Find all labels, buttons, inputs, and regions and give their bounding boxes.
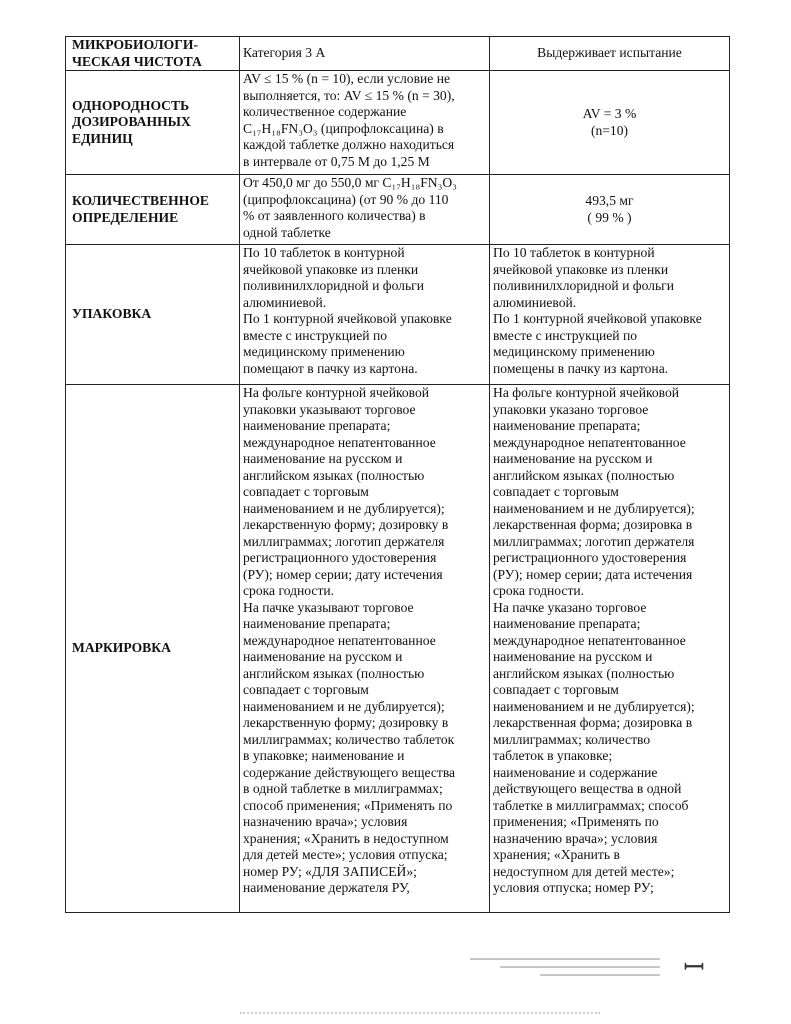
result-line: ячейковой упаковке из пленки	[493, 261, 669, 277]
requirement-line: На пачке указывают торговое	[243, 599, 414, 615]
stamp-logo-icon: ꟷ	[683, 953, 705, 983]
requirement-line: наименованием и не дублируется);	[243, 698, 445, 714]
requirement-line: совпадает с торговым	[243, 682, 369, 697]
result-line: срока годности.	[493, 583, 585, 598]
result-line: наименование препарата;	[493, 418, 641, 433]
requirement-line: назначению врача»; условия	[243, 814, 408, 829]
parameter-name-line: УПАКОВКА	[72, 306, 152, 322]
requirement-line: наименование препарата;	[243, 616, 391, 631]
result-line: недоступном для детей месте»;	[493, 863, 675, 879]
result-cell	[490, 385, 730, 913]
row-labeling	[66, 385, 730, 913]
result-line: медицинскому применению	[493, 344, 655, 359]
requirement-line: (РУ); номер серии; дату истечения	[243, 566, 443, 582]
requirement-line: ячейковой упаковке из пленки	[243, 261, 419, 277]
result-line: На пачке указано торговое	[493, 599, 647, 615]
result-line: лекарственная форма; дозировка в	[493, 715, 693, 730]
requirement-line: % от заявленного количества) в	[243, 208, 426, 223]
parameter-name-line: ЕДИНИЦ	[72, 130, 133, 146]
specification-table	[65, 36, 730, 913]
result-line: 493,5 мг	[585, 193, 634, 208]
requirement-line: количественное содержание	[243, 104, 407, 119]
requirement-cell	[240, 71, 490, 175]
requirement-line: срока годности.	[243, 583, 335, 598]
requirement-line: лекарственную форму; дозировку в	[243, 715, 449, 730]
requirement-line: миллиграммах; логотип держателя	[243, 533, 445, 549]
requirement-line: По 1 контурной ячейковой упаковке	[243, 311, 452, 326]
result-line: действующего вещества в одной	[493, 781, 682, 796]
result-cell	[490, 37, 730, 71]
result-line: миллиграммах; логотип держателя	[493, 533, 695, 549]
requirement-line: содержание действующего вещества	[243, 764, 456, 780]
requirement-line: поливинилхлоридной и фольги	[243, 278, 425, 293]
result-cell	[490, 175, 730, 245]
result-line: условия отпуска; номер РУ;	[493, 880, 654, 895]
result-line: помещены в пачку из картона.	[493, 360, 669, 376]
result-line: хранения; «Хранить в	[493, 847, 620, 862]
result-line: миллиграммах; количество	[493, 731, 651, 747]
requirement-line: совпадает с торговым	[243, 484, 369, 499]
requirement-cell	[240, 175, 490, 245]
requirement-cell	[240, 245, 490, 385]
requirement-line: алюминиевой.	[243, 294, 327, 310]
result-line: регистрационного удостоверения	[493, 550, 687, 565]
row-microbiological-purity	[66, 37, 730, 71]
result-line: таблетке в миллиграммах; способ	[493, 797, 689, 813]
parameter-name-line: КОЛИЧЕСТВЕННОЕ	[72, 193, 209, 208]
parameter-name-line: МАРКИРОВКА	[72, 640, 171, 656]
requirement-line: английском языках (полностью	[243, 467, 425, 483]
requirement-line: в упаковке; наименование и	[243, 748, 405, 763]
result-line: По 10 таблеток в контурной	[493, 245, 655, 260]
requirement-line: регистрационного удостоверения	[243, 550, 437, 565]
requirement-line: медицинскому применению	[243, 344, 405, 359]
requirement-line: в интервале от 0,75 М до 1,25 М	[243, 153, 430, 169]
row-assay	[66, 175, 730, 245]
row-dosage-uniformity	[66, 71, 730, 175]
requirement-line: наименование держателя РУ,	[243, 880, 410, 895]
requirement-line: английском языках (полностью	[243, 665, 425, 681]
result-line: совпадает с торговым	[493, 484, 619, 499]
result-line: международное непатентованное	[493, 632, 686, 648]
result-line: (РУ); номер серии; дата истечения	[493, 566, 693, 582]
requirement-line: в одной таблетке в миллиграммах;	[243, 781, 443, 796]
parameter-name-cell	[66, 385, 240, 913]
requirement-cell	[240, 37, 490, 71]
result-line: применения; «Применять по	[493, 814, 659, 829]
result-cell	[490, 71, 730, 175]
requirement-line: Категория 3 А	[243, 45, 326, 61]
requirement-line: каждой таблетке должно находиться	[243, 137, 455, 152]
requirement-line: C₁₇H₁₈FN₃O₃ (ципрофлоксацина) в	[243, 120, 444, 136]
result-line: английском языках (полностью	[493, 467, 675, 483]
requirement-line: наименование на русском и	[243, 451, 403, 466]
requirement-line: помещают в пачку из картона.	[243, 360, 418, 376]
result-line: наименование препарата;	[493, 616, 641, 631]
requirement-line: международное непатентованное	[243, 434, 436, 450]
requirement-line: миллиграммах; количество таблеток	[243, 731, 455, 747]
result-line: наименование на русском и	[493, 649, 653, 664]
result-line: совпадает с торговым	[493, 682, 619, 697]
requirement-line: На фольге контурной ячейковой	[243, 385, 430, 400]
result-line: наименованием и не дублируется);	[493, 500, 695, 516]
requirement-line: международное непатентованное	[243, 632, 436, 648]
parameter-name-cell	[66, 175, 240, 245]
requirement-line: От 450,0 мг до 550,0 мг C₁₇H₁₈FN₃O₃	[243, 175, 457, 190]
result-line: поливинилхлоридной и фольги	[493, 278, 675, 293]
result-line: наименование на русском и	[493, 451, 653, 466]
parameter-name-line: ОДНОРОДНОСТЬ	[72, 97, 190, 113]
requirement-line: наименование на русском и	[243, 649, 403, 664]
requirement-line: лекарственную форму; дозировку в	[243, 517, 449, 532]
row-packaging	[66, 245, 730, 385]
requirement-line: (ципрофлоксацина) (от 90 % до 110	[243, 191, 449, 207]
result-cell	[490, 245, 730, 385]
scan-artifact-divider	[240, 1012, 600, 1016]
requirement-line: выполняется, то: AV ≤ 15 % (n = 30),	[243, 87, 455, 103]
requirement-cell	[240, 385, 490, 913]
requirement-line: По 10 таблеток в контурной	[243, 245, 405, 260]
result-line: ( 99 % )	[587, 209, 632, 225]
result-line: английском языках (полностью	[493, 665, 675, 681]
requirement-line: для детей месте»; условия отпуска;	[243, 847, 448, 862]
result-line: вместе с инструкцией по	[493, 327, 638, 343]
result-line: назначению врача»; условия	[493, 830, 658, 846]
stamp-watermark	[470, 952, 670, 988]
requirement-line: одной таблетке	[243, 224, 331, 240]
requirement-line: AV ≤ 15 % (n = 10), если условие не	[243, 71, 451, 86]
parameter-name-cell	[66, 37, 240, 71]
requirement-line: упаковки указывают торговое	[243, 401, 416, 417]
result-line: алюминиевой.	[493, 294, 577, 310]
requirement-line: способ применения; «Применять по	[243, 797, 453, 813]
result-line: (n=10)	[590, 122, 629, 138]
requirement-line: вместе с инструкцией по	[243, 327, 388, 343]
parameter-name-line: ОПРЕДЕЛЕНИЕ	[72, 209, 179, 225]
requirement-line: наименование препарата;	[243, 418, 391, 433]
parameter-name-line: МИКРОБИОЛОГИ-	[72, 37, 198, 52]
result-line: наименование и содержание	[493, 764, 658, 780]
result-line: По 1 контурной ячейковой упаковке	[493, 311, 702, 326]
result-line: Выдерживает испытание	[537, 45, 682, 61]
requirement-line: номер РУ; «ДЛЯ ЗАПИСЕЙ»;	[243, 863, 417, 879]
parameter-name-cell	[66, 71, 240, 175]
result-line: наименованием и не дублируется);	[493, 698, 695, 714]
requirement-line: хранения; «Хранить в недоступном	[243, 830, 449, 846]
parameter-name-line: ЧЕСКАЯ ЧИСТОТА	[72, 53, 202, 69]
result-line: международное непатентованное	[493, 434, 686, 450]
result-line: AV = 3 %	[582, 106, 637, 121]
requirement-line: наименованием и не дублируется);	[243, 500, 445, 516]
result-line: таблеток в упаковке;	[493, 748, 613, 763]
result-line: лекарственная форма; дозировка в	[493, 517, 693, 532]
result-line: На фольге контурной ячейковой	[493, 385, 680, 400]
result-line: упаковки указано торговое	[493, 401, 649, 417]
parameter-name-cell	[66, 245, 240, 385]
parameter-name-line: ДОЗИРОВАННЫХ	[72, 114, 191, 130]
